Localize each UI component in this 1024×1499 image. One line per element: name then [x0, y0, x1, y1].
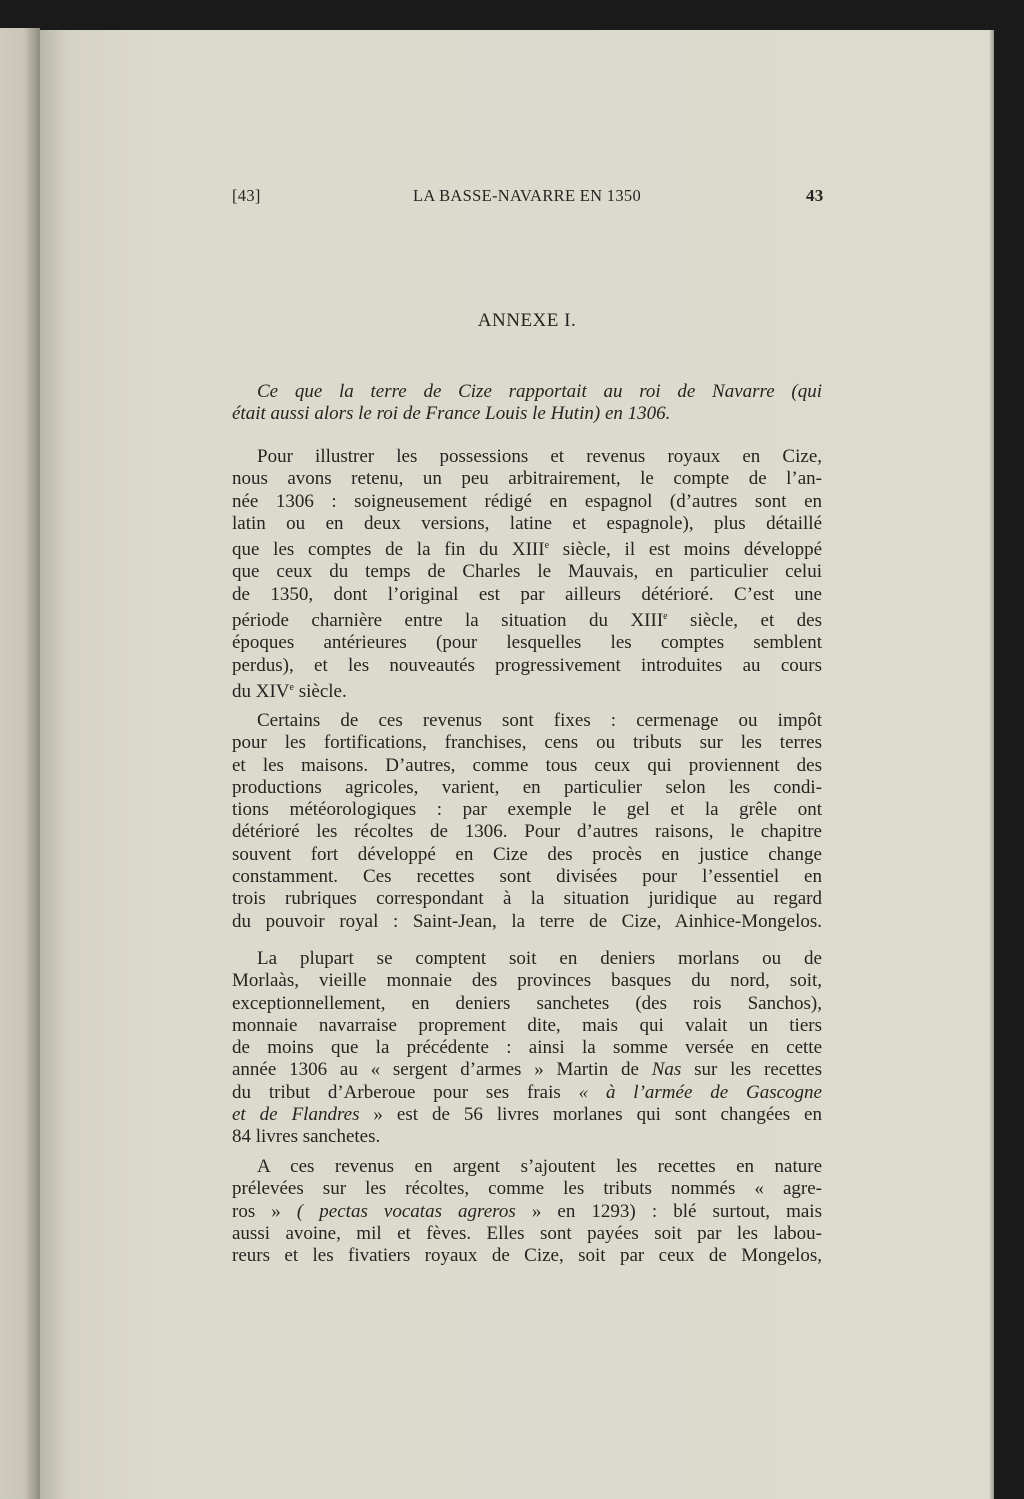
text-segment: détérioré les récoltes de 1306. Pour d’autres raisons, le chapitre	[232, 821, 822, 843]
text-segment: année 1306 au « sergent d’armes » Martin de	[232, 1059, 652, 1081]
text-segment: siècle, il est moins développé	[549, 539, 823, 561]
text-line	[232, 1059, 822, 1081]
text-segment: prélevées sur les récoltes, comme les tributs nommés « agre-	[232, 1178, 822, 1200]
text-line	[232, 821, 822, 843]
text-line	[232, 535, 822, 561]
text-segment: de moins que la précédente : ainsi la somme versée en cette	[232, 1037, 822, 1059]
text-line	[232, 799, 822, 821]
intro-subtitle	[232, 381, 822, 424]
text-segment: siècle, et des	[667, 610, 822, 632]
text-segment: époques antérieures (pour lesquelles les comptes semblent	[232, 632, 822, 654]
text-segment: sur les recettes	[681, 1059, 823, 1081]
text-segment: » est de 56 livres morlanes qui sont changées en	[359, 1104, 822, 1126]
text-segment: du XIV	[232, 680, 290, 702]
italic-text: « à l’armée de Gascogne	[578, 1081, 822, 1103]
running-header-title: LA BASSE-NAVARRE EN 1350	[413, 186, 641, 205]
text-segment: et les maisons. D’autres, comme tous ceux qui proviennent des	[232, 754, 822, 776]
text-segment: du pouvoir royal : Saint-Jean, la terre de Cize, Ainhice-Mongelos.	[232, 910, 822, 932]
paragraph	[232, 1156, 822, 1267]
italic-text: Nas	[651, 1059, 682, 1081]
text-line	[232, 844, 822, 866]
text-line	[232, 911, 822, 933]
text-line	[232, 1156, 822, 1178]
text-line	[232, 1104, 822, 1126]
text-segment: constamment. Ces recettes sont divisées pour l’essentiel en	[232, 866, 822, 888]
text-line	[232, 1015, 822, 1037]
superscript: e	[544, 540, 550, 552]
text-segment: latin ou en deux versions, latine et espagnole), plus détaillé	[232, 512, 822, 534]
text-segment: trois rubriques correspondant à la situation juridique au regard	[232, 888, 822, 910]
text-line	[232, 468, 822, 490]
text-line	[232, 866, 822, 888]
text-line	[232, 677, 822, 703]
text-line	[232, 1223, 822, 1245]
superscript: e	[289, 681, 294, 693]
text-segment: nous avons retenu, un peu arbitrairement, le compte de l’an-	[232, 468, 822, 490]
text-line	[232, 755, 822, 777]
text-segment: exceptionnellement, en deniers sanchetes (des rois Sanchos),	[232, 992, 822, 1014]
text-segment: Morlaàs, vieille monnaie des provinces basques du nord, soit,	[232, 970, 822, 992]
text-line	[232, 732, 822, 754]
text-line	[232, 491, 822, 513]
text-segment: monnaie navarraise proprement dite, mais qui valait un tiers	[232, 1014, 822, 1036]
text-line	[232, 1082, 822, 1104]
text-segment: ros »	[232, 1200, 297, 1222]
text-segment: productions agricoles, varient, en particulier selon les condi-	[232, 776, 822, 798]
running-header-left: [43]	[232, 186, 261, 205]
text-segment: du tribut d’Arberoue pour ses frais	[232, 1081, 579, 1103]
text-line	[232, 584, 822, 606]
text-segment: pour les fortifications, franchises, cens ou tributs sur les terres	[232, 732, 822, 754]
text-line	[232, 970, 822, 992]
text-line	[232, 606, 822, 632]
page-number: 43	[806, 186, 824, 205]
italic-text: et de Flandres	[232, 1104, 360, 1126]
text-line	[232, 710, 822, 732]
text-segment: perdus), et les nouveautés progressivement introduites au cours	[232, 654, 822, 676]
text-segment: que ceux du temps de Charles le Mauvais, en particulier celui	[232, 561, 822, 583]
text-segment: de 1350, dont l’original est par ailleurs détérioré. C’est une	[232, 583, 822, 605]
facing-page-edge	[0, 28, 40, 1499]
text-segment: Certains de ces revenus sont fixes : cermenage ou impôt	[257, 710, 822, 731]
text-segment: siècle.	[293, 680, 347, 702]
text-line	[232, 446, 822, 468]
paragraph	[232, 710, 822, 933]
text-segment: période charnière entre la situation du XIII	[232, 610, 664, 632]
intro-line: était aussi alors le roi de France Louis le Hutin) en 1306.	[232, 402, 671, 424]
text-segment: que les comptes de la fin du XIII	[232, 539, 545, 561]
text-segment: aussi avoine, mil et fèves. Elles sont payées soit par les labou-	[232, 1222, 822, 1244]
text-segment: Pour illustrer les possessions et revenus royaux en Cize,	[257, 446, 822, 467]
text-segment: née 1306 : soigneusement rédigé en espagnol (d’autres sont en	[232, 490, 822, 512]
text-line	[232, 1245, 822, 1267]
superscript: e	[663, 611, 668, 623]
text-segment: A ces revenus en argent s’ajoutent les recettes en nature	[257, 1156, 822, 1177]
text-line	[232, 655, 822, 677]
text-line	[232, 888, 822, 910]
text-segment: 84 livres sanchetes.	[232, 1126, 381, 1148]
text-line	[232, 561, 822, 583]
section-title: ANNEXE I.	[477, 310, 577, 331]
page-edge	[988, 30, 994, 1499]
paragraph	[232, 446, 822, 703]
paragraph	[232, 948, 822, 1149]
text-segment: La plupart se comptent soit en deniers morlans ou de	[257, 948, 822, 969]
text-line	[232, 948, 822, 970]
text-line	[232, 1201, 822, 1223]
text-line	[232, 993, 822, 1015]
text-line	[232, 632, 822, 654]
text-line	[232, 1126, 822, 1148]
text-line	[232, 513, 822, 535]
text-segment: tions météorologiques : par exemple le gel et la grêle ont	[232, 799, 822, 821]
italic-text: ( pectas vocatas agreros	[296, 1200, 516, 1222]
text-line	[232, 1178, 822, 1200]
text-segment: reurs et les fivatiers royaux de Cize, soit par ceux de Mongelos,	[232, 1245, 822, 1267]
text-line	[232, 1037, 822, 1059]
intro-line: Ce que la terre de Cize rapportait au roi de Navarre (qui	[257, 381, 822, 402]
text-line	[232, 777, 822, 799]
text-segment: souvent fort développé en Cize des procès en justice change	[232, 843, 822, 865]
text-segment: » en 1293) : blé surtout, mais	[515, 1200, 822, 1222]
